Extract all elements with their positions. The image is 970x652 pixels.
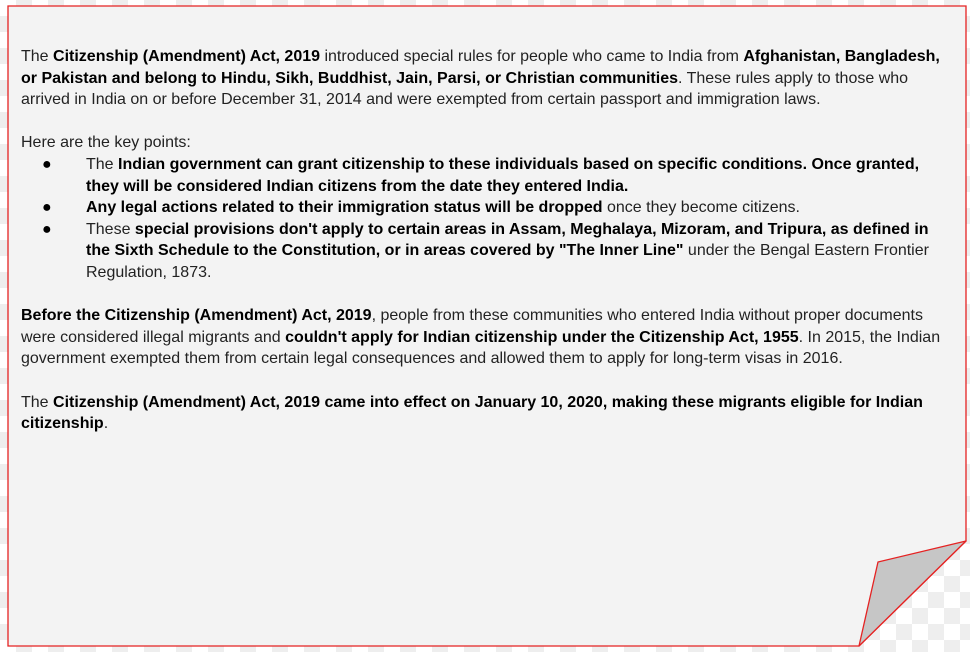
bullet-icon: ● <box>42 220 52 238</box>
paragraph-gap <box>21 111 956 133</box>
key-points-heading: Here are the key points: <box>21 134 191 152</box>
list-item: ● Any legal actions related to their immigration status will be dropped once they become citizens. <box>21 197 956 219</box>
before-paragraph: Before the Citizenship (Amendment) Act, 2019, people from these communities who entered India without proper documents were considered illegal migrants and couldn't apply for Indian citizenship under the Citizenship Act, 1955. In 2015, the Indian government exempted them from certain legal consequences and allowed them to apply for long-term visas in 2016. <box>21 307 941 368</box>
list-item: ● The Indian government can grant citizenship to these individuals based on specific conditions. Once granted, they will be considered Indian citizens from the date they entered India. <box>42 155 920 195</box>
bullet-icon: ● <box>42 199 52 217</box>
intro-paragraph: The Citizenship (Amendment) Act, 2019 introduced special rules for people who came to India from Afghanistan, Bangladesh, or Pakistan and belong to Hindu, Sikh, Buddhist, Jain, Parsi, or Christian communities. These rules apply to those who arrived in India on or before December 31, 2014 and were exempted from certain passport and immigration laws. <box>21 48 940 109</box>
note-content <box>21 46 956 435</box>
effect-paragraph: The Citizenship (Amendment) Act, 2019 came into effect on January 10, 2020, making these migrants eligible for Indian citizenship. <box>21 393 923 433</box>
list-item: ● These special provisions don't apply to certain areas in Assam, Meghalaya, Mizoram, and Tripura, as defined in the Sixth Schedule to the Constitution, or in areas covered by "The Inner Line" under the Bengal Eastern Frontier Regulation, 1873. <box>42 220 929 281</box>
paragraph-gap <box>21 284 956 306</box>
paragraph-gap <box>21 370 956 392</box>
key-points-list <box>21 154 956 284</box>
bullet-icon: ● <box>42 155 52 173</box>
